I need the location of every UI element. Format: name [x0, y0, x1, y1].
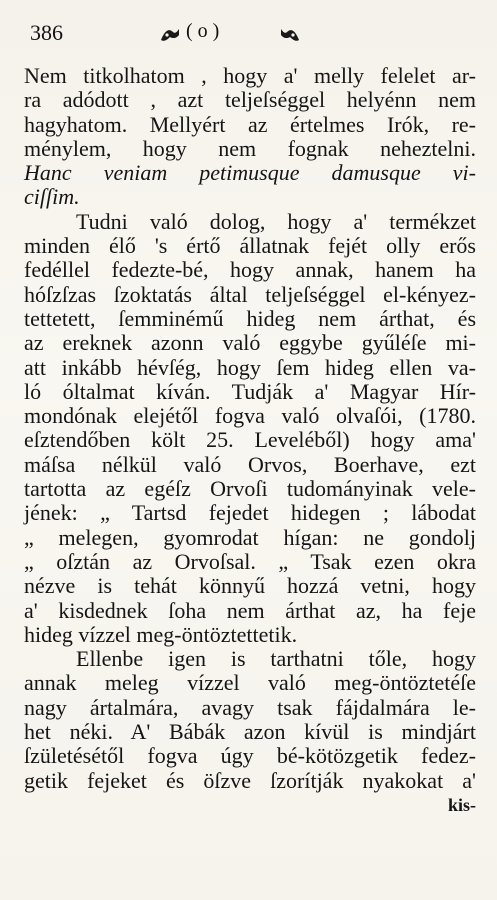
text-line: fedéllel fedezte-bé, hogy annak, hanem ha: [24, 257, 476, 283]
catchword: kis-: [447, 794, 476, 815]
text-line: a' kisdednek ſoha nem árthat az, ha feje: [24, 597, 476, 623]
page-number: 386: [30, 20, 63, 45]
text-line: annak meleg vízzel való meg-öntöztetéſe: [24, 670, 476, 696]
body-text: [24, 64, 476, 817]
text-line: Ellenbe igen is tarthatni tőle, hogy: [76, 646, 476, 672]
center-mark: ( o ): [186, 20, 220, 42]
text-line: Nem titkolhatom , hogy a' melly felelet ar-: [24, 63, 476, 88]
text-line: ló óltalmat kíván. Tudják a' Magyar Hír-: [24, 378, 476, 404]
text-line: hagyhatom. Mellyért az értelmes Irók, re-: [24, 111, 476, 137]
text-line: minden élő 's értő állatnak fejét olly erős: [24, 233, 476, 259]
text-line: tettetett, ſemminémű hideg nem árthat, és: [24, 305, 476, 331]
text-line: máſsa nélkül való Orvos, Boerhave, ezt: [24, 451, 476, 477]
right-ornament-icon: [279, 26, 301, 44]
text-line: getik fejeket és öſzve ſzorítják nyakokat a': [24, 767, 476, 793]
text-line: „ oſztán az Orvoſsal. „ Tsak ezen okra: [24, 548, 476, 574]
text-line: nézve is tehát könnyű hozzá vetni, hogy: [24, 573, 476, 599]
text-line: ra adódott , azt teljeſséggel helyénn nem: [24, 87, 476, 113]
text-line: mondónak elejétől fogva való olvaſói, (1780.: [24, 403, 476, 429]
text-line: att inkább hévſég, hogy ſem hideg ellen va-: [24, 354, 476, 380]
running-header: [0, 18, 497, 52]
text-line: tartotta az egéſz Orvoſi tudományinak vele-: [24, 476, 476, 502]
text-line: az ereknek azonn való eggybe gyűléſe mi-: [24, 330, 476, 356]
text-line: hóſzſzas ſzoktatás által teljeſséggel el-kényez-: [24, 281, 476, 307]
text-line: „ melegen, gyomrodat hígan: ne gondolj: [24, 524, 476, 550]
text-line: jének: „ Tartsd fejedet hidegen ; lábodat: [24, 500, 476, 526]
latin-quote-line: ciſſim.: [24, 184, 80, 210]
latin-quote-line: Hanc veniam petimusque damusque vi-: [24, 160, 476, 186]
text-line: het néki. A' Bábák azon kívül is mindjárt: [24, 719, 476, 745]
text-line: ſzületésétől fogva úgy bé-kötözgetik fedez-: [24, 743, 476, 769]
text-line: Tudni való dolog, hogy a' termékzet: [76, 208, 476, 234]
text-line: nagy ártalmára, avagy tsak fájdalmára le-: [24, 694, 476, 720]
left-ornament-icon: [159, 26, 181, 44]
text-line: eſztendőben költ 25. Leveléből) hogy ama': [24, 427, 476, 453]
text-line: hideg vízzel meg-öntöztettetik.: [24, 621, 298, 647]
text-line: ménylem, hogy nem fognak neheztelni.: [24, 135, 476, 161]
